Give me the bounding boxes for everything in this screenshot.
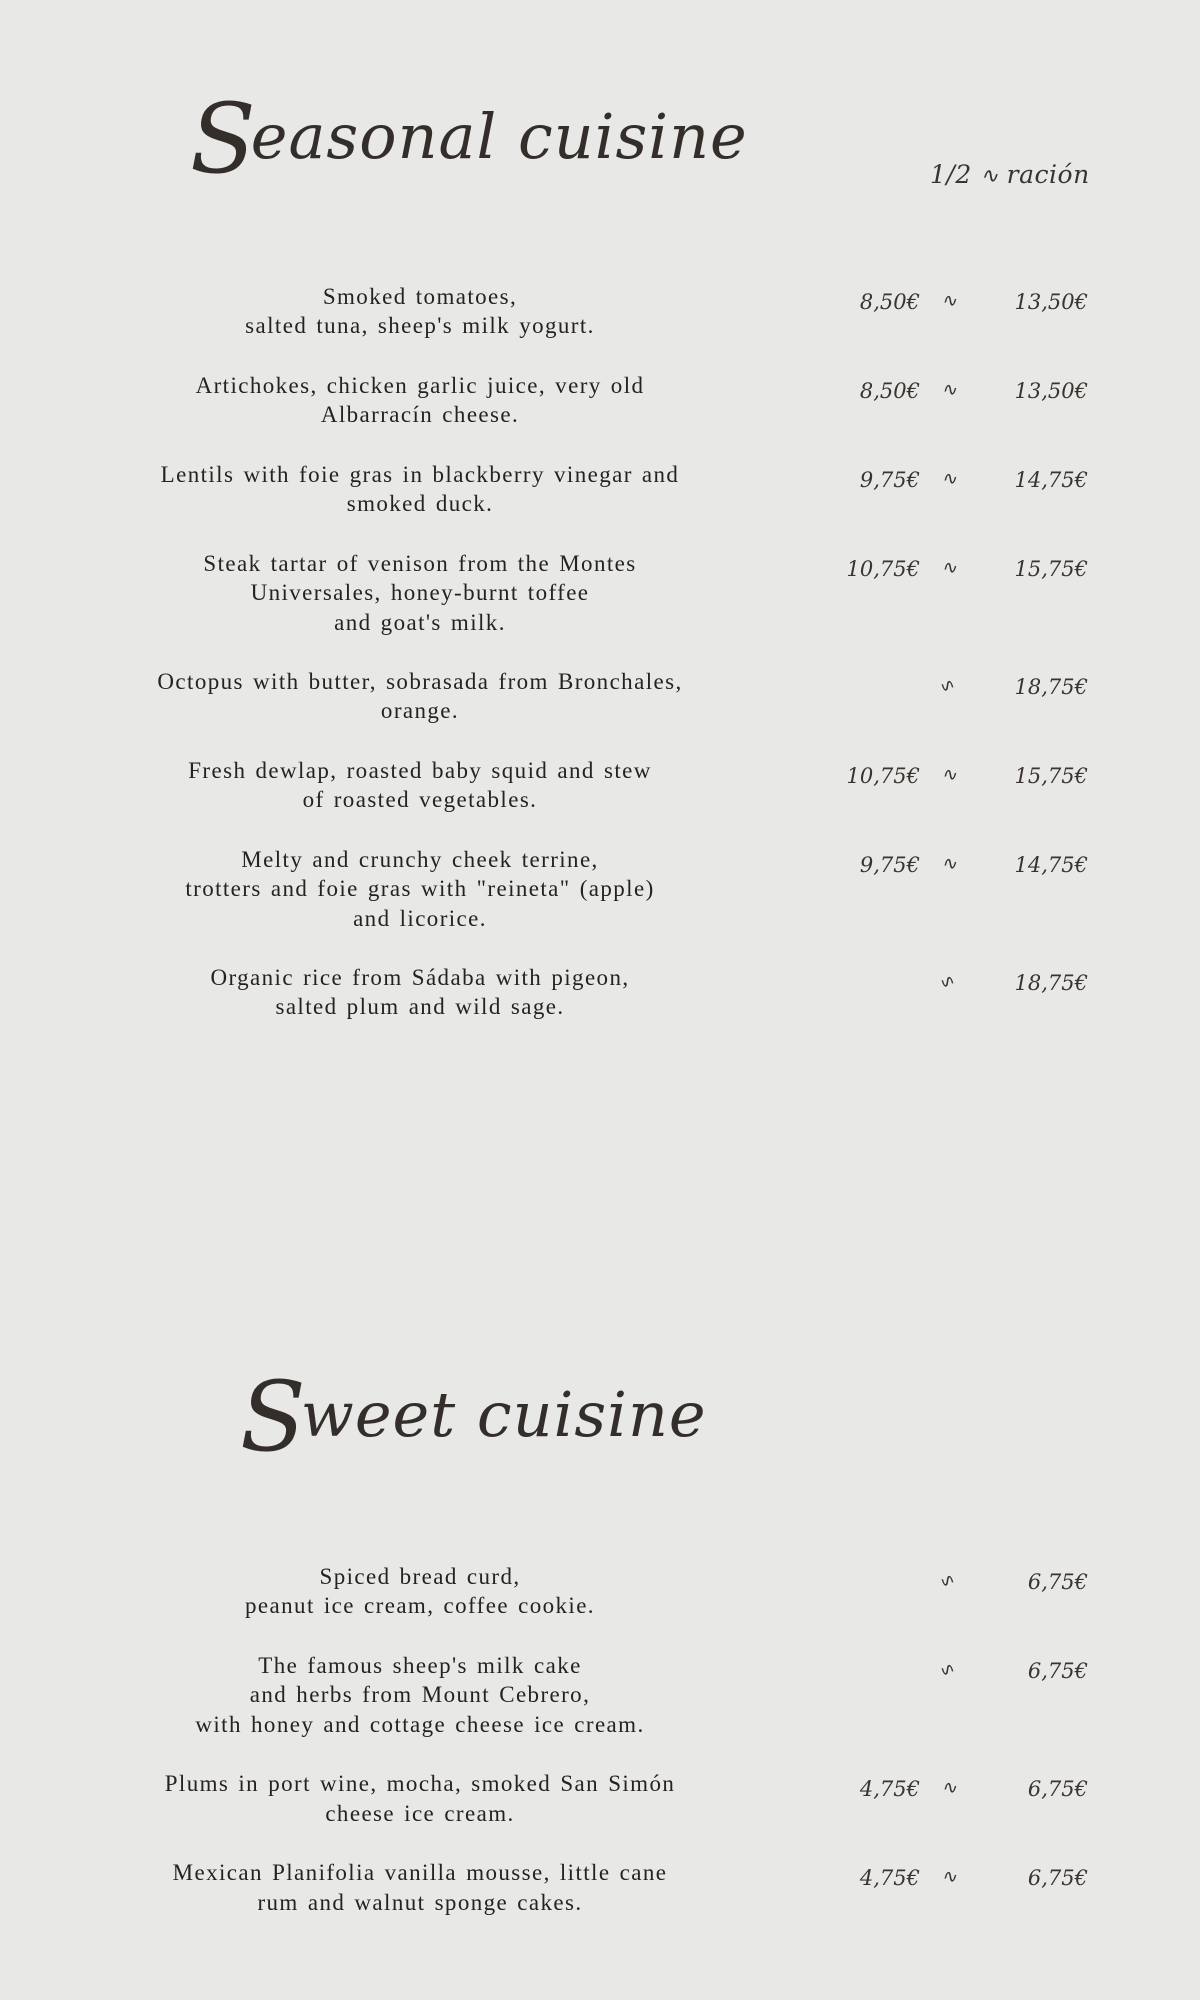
seasonal-title-text: easonal cuisine xyxy=(250,100,748,173)
dish-name: Organic rice from Sádaba with pigeon, salted plum and wild sage. xyxy=(210,965,630,1020)
price-full-portion: 6,75€ xyxy=(1027,1866,1088,1891)
sweet-menu-list xyxy=(0,1562,1200,1947)
price-separator-icon: ∿ xyxy=(939,673,959,698)
dish-prices xyxy=(800,371,1200,403)
dish-prices xyxy=(800,1858,1200,1890)
menu-item-row xyxy=(0,371,1200,430)
price-half-portion: 8,50€ xyxy=(859,290,920,314)
price-full-portion: 14,75€ xyxy=(1014,852,1088,877)
menu-item-row xyxy=(0,1858,1200,1917)
price-half-portion: 10,75€ xyxy=(846,763,920,788)
dish-name: The famous sheep's milk cake and herbs from Mount Cebrero, with honey and cottage cheese ice cream. xyxy=(195,1652,645,1737)
dish-name: Lentils with foie gras in blackberry vinegar and smoked duck. xyxy=(160,461,680,517)
half-portion-header xyxy=(930,160,1090,189)
dish-name: Artichokes, chicken garlic juice, very old Albarracín cheese. xyxy=(195,372,645,428)
swirl-icon: ∿ xyxy=(978,162,1001,191)
menu-item-row xyxy=(0,667,1200,726)
menu-item-row xyxy=(0,963,1200,1022)
price-full-portion: 14,75€ xyxy=(1014,467,1088,492)
price-separator-icon: ∿ xyxy=(939,466,959,491)
dish-prices xyxy=(800,1769,1200,1801)
price-separator-icon: ∿ xyxy=(939,1568,959,1594)
price-separator-icon: ∿ xyxy=(939,969,959,995)
price-full-portion: 15,75€ xyxy=(1014,763,1088,788)
price-half-portion: 10,75€ xyxy=(846,556,920,581)
dish-prices xyxy=(800,667,1200,699)
dish-name: Plums in port wine, mocha, smoked San Simón cheese ice cream. xyxy=(164,1771,676,1826)
seasonal-drop-cap: S xyxy=(190,83,257,195)
menu-item-row xyxy=(0,756,1200,815)
sweet-drop-cap: S xyxy=(240,1361,307,1473)
price-separator-icon: ∿ xyxy=(939,1864,959,1890)
dish-name: Melty and crunchy cheek terrine, trotters and foie gras with "reineta" (apple) and licorice. xyxy=(185,846,655,931)
sweet-section-title xyxy=(240,1361,707,1473)
price-half-portion: 4,75€ xyxy=(859,1777,920,1802)
price-half-portion: 4,75€ xyxy=(859,1866,920,1891)
dish-prices xyxy=(800,756,1200,788)
price-full-portion: 13,50€ xyxy=(1014,290,1088,314)
sweet-title-text: weet cuisine xyxy=(300,1378,707,1451)
price-full-portion: 6,75€ xyxy=(1027,1570,1088,1594)
price-separator-icon: ∿ xyxy=(939,288,959,314)
price-half-portion: 9,75€ xyxy=(859,467,920,492)
dish-name: Fresh dewlap, roasted baby squid and stew of roasted vegetables. xyxy=(188,757,652,813)
price-full-portion: 13,50€ xyxy=(1014,378,1088,403)
portion-label: ración xyxy=(1006,160,1090,189)
dish-name: Octopus with butter, sobrasada from Bronchales, orange. xyxy=(157,668,683,724)
seasonal-header xyxy=(0,0,1200,195)
price-separator-icon: ∿ xyxy=(939,555,959,580)
dish-name: Mexican Planifolia vanilla mousse, little cane rum and walnut sponge cakes. xyxy=(172,1860,668,1915)
price-separator-icon: ∿ xyxy=(939,762,959,788)
dish-name: Steak tartar of venison from the Montes Universales, honey-burnt toffee and goat's milk. xyxy=(203,550,637,635)
price-separator-icon: ∿ xyxy=(939,1775,959,1801)
menu-item-row xyxy=(0,845,1200,933)
dish-prices xyxy=(800,963,1200,995)
price-separator-icon: ∿ xyxy=(939,377,959,403)
price-half-portion: 9,75€ xyxy=(859,852,920,877)
dish-name: Smoked tomatoes, salted tuna, sheep's milk yogurt. xyxy=(245,284,595,339)
seasonal-menu-list xyxy=(0,282,1200,1052)
dish-name: Spiced bread curd, peanut ice cream, coffee cookie. xyxy=(245,1564,595,1619)
menu-item-row xyxy=(0,460,1200,519)
price-full-portion: 18,75€ xyxy=(1014,674,1088,699)
menu-item-row xyxy=(0,1562,1200,1621)
price-full-portion: 6,75€ xyxy=(1027,1777,1088,1802)
dish-prices xyxy=(800,1651,1200,1683)
dish-prices xyxy=(800,845,1200,877)
price-half-portion: 8,50€ xyxy=(859,378,920,403)
menu-item-row xyxy=(0,282,1200,341)
dish-prices xyxy=(800,282,1200,314)
menu-item-row xyxy=(0,549,1200,637)
dish-prices xyxy=(800,1562,1200,1594)
menu-item-row xyxy=(0,1769,1200,1828)
menu-item-row xyxy=(0,1651,1200,1739)
price-full-portion: 6,75€ xyxy=(1027,1658,1088,1683)
price-full-portion: 18,75€ xyxy=(1014,971,1088,995)
dish-prices xyxy=(800,549,1200,581)
half-portion-fraction: 1/2 xyxy=(930,160,972,189)
price-full-portion: 15,75€ xyxy=(1014,556,1088,581)
seasonal-section-title xyxy=(190,83,748,195)
price-separator-icon: ∿ xyxy=(939,851,959,876)
price-separator-icon: ∿ xyxy=(939,1657,959,1682)
dish-prices xyxy=(800,460,1200,492)
